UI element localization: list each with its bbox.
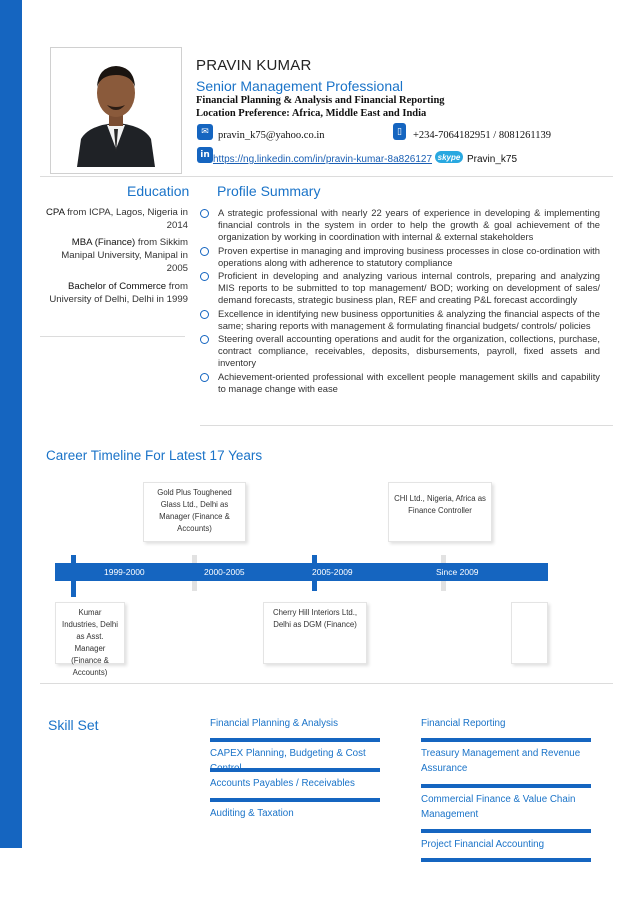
profile-divider [200,425,613,426]
profile-item [200,207,600,244]
profile-item-text: Excellence in identifying new business opportunities & analyzing the financial aspects of the same; sharing reports with management & formulating financial budgets/ controls/ policies [218,307,600,331]
skill-bar [421,738,591,742]
profile-item-text: Achievement-oriented professional with excellent people management skills and capability to manage change with ease [218,370,600,394]
timeline-card-bottom: Cherry Hill Interiors Ltd., Delhi as DGM (Finance) [263,602,367,664]
headline: Financial Planning & Analysis and Financial Reporting [196,95,445,106]
profile-item [200,308,600,332]
career-divider [40,683,613,684]
linkedin-icon: in [197,147,213,163]
profile-summary-list [200,207,600,396]
skill-bar [210,798,380,802]
timeline-card-top: Gold Plus Toughened Glass Ltd., Delhi as Manager (Finance & Accounts) [143,482,246,542]
timeline-period: 1999-2000 [104,567,145,577]
location-preference: Location Preference: Africa, Middle East and India [196,108,427,119]
skill-item: Accounts Payables / Receivables [210,778,355,789]
profile-item [200,245,600,269]
circle-bullet-icon [200,335,209,344]
skill-bar [421,784,591,788]
education-degree: MBA (Finance) [71,237,136,248]
timeline-period: Since 2009 [436,567,479,577]
profile-item-text: Steering overall accounting operations and audit for the organization, collections, purchase, contract compliance, receivables, deposits, disbursements, payroll, fixed assets and inventory [218,333,600,369]
skill-item: Treasury Management and Revenue Assurance [421,748,581,774]
mobile-phone-icon: ▯ [393,123,406,140]
left-accent-bar [0,0,22,848]
profile-item-text: Proven expertise in managing and improving business processes in close co-ordination with operations along with adherence to statutory compliance [218,244,600,268]
skill-bar [421,858,591,862]
skill-item: CAPEX Planning, Budgeting & Cost [210,748,366,759]
skill-item: Auditing & Taxation [210,808,294,819]
timeline-period: 2005-2009 [312,567,353,577]
education-title: Education [127,183,190,199]
skill-item: Project Financial Accounting [421,839,545,850]
header-divider [40,176,613,177]
phone-number: +234-7064182951 / 8081261139 [413,130,551,141]
education-detail: from ICPA, Lagos, Nigeria in 2014 [64,207,188,231]
skill-item: Commercial Finance & Value Chain Management [421,794,576,820]
candidate-name: PRAVIN KUMAR [196,57,312,74]
circle-bullet-icon [200,310,209,319]
skill-item: Financial Reporting [421,718,506,729]
circle-bullet-icon [200,209,209,218]
profile-summary-title: Profile Summary [217,183,321,199]
profile-item [200,333,600,370]
skill-bar [210,768,380,772]
profile-item [200,270,600,307]
profile-item [200,371,600,395]
education-item [38,280,188,306]
education-degree: CPA [45,207,65,218]
candidate-role: Senior Management Professional [196,78,404,94]
skill-bar [421,829,591,833]
skill-set-title: Skill Set [48,717,99,733]
timeline-card-bottom: Kumar Industries, Delhi as Asst. Manager (Finance & Accounts) [55,602,125,664]
education-item [38,236,188,275]
profile-item-text: A strategic professional with nearly 22 years of experience in developing & implementing financial controls in the system in order to help the growth & goal achievement of the organization by working in coordination with internal & external stakeholders [218,207,600,243]
skype-id: Pravin_k75 [467,154,518,165]
email-address[interactable]: pravin_k75@yahoo.co.in [218,130,325,141]
education-item [38,206,188,232]
circle-bullet-icon [200,373,209,382]
profile-photo [50,47,182,174]
timeline-period: 2000-2005 [204,567,245,577]
education-detail: from Sikkim Manipal University, Manipal in 2005 [61,237,188,274]
portrait-image [73,53,159,167]
skill-item: Financial Planning & Analysis [210,718,338,729]
circle-bullet-icon [200,247,209,256]
linkedin-link[interactable]: https://ng.linkedin.com/in/pravin-kumar-8a826127 [213,154,433,165]
education-degree: Bachelor of Commerce [68,281,167,292]
timeline-card-top: CHI Ltd., Nigeria, Africa as Finance Controller [388,482,492,542]
education-divider [40,336,185,337]
skype-logo: skype [435,151,463,163]
career-timeline-title: Career Timeline For Latest 17 Years [46,448,263,463]
circle-bullet-icon [200,272,209,281]
skill-bar [210,738,380,742]
education-detail: from University of Delhi, Delhi in 1999 [49,281,188,305]
profile-item-text: Proficient in developing and analyzing various internal controls, preparing and analyzing MIS reports to be submitted to top management/ BOD; working on development of sales/ demand forecasts, strategic business plan, REF and creating P&L forecast accordingly [218,270,600,306]
timeline-card-bottom [511,602,548,664]
envelope-icon: ✉ [197,124,213,140]
